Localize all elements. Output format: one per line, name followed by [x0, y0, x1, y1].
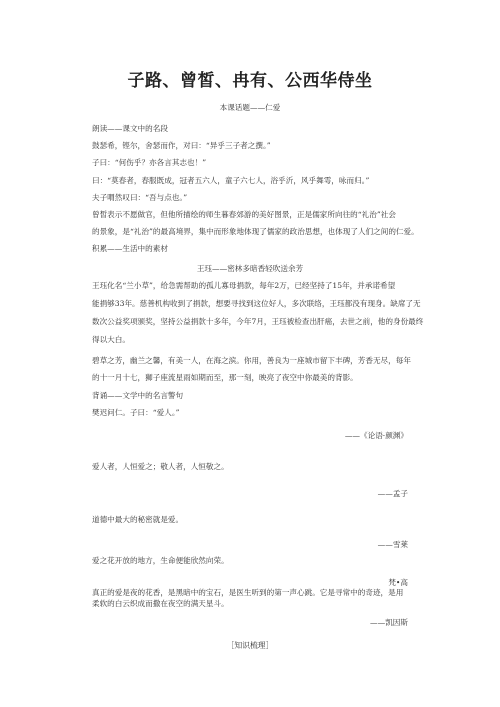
quote-source: ——孟子 — [377, 489, 408, 498]
story-paragraph-line: 能捐够33年。慈善机构收到了捐款，想要寻找到这位好人，多次联络，王珏都没有现身。缺席了无 — [92, 299, 421, 308]
section-heading-reading: 朗读——课文中的名段 — [92, 124, 168, 133]
topic-subtitle: 本课话题——仁爱 — [219, 103, 281, 112]
story-paragraph-line: 数次公益奖项颁奖，坚持公益捐款十多年，今年7月，王珏被检查出肝癌，去世之前，他的身份最终 — [92, 317, 424, 326]
quote-source: ——凯因斯 — [370, 618, 408, 627]
section-heading-recite: 背诵——文学中的名言警句 — [92, 391, 184, 400]
knowledge-summary-heading: ［知识梳理］ — [226, 641, 274, 650]
excerpt-line: 鼓瑟希，铿尔，舍瑟而作，对曰：“异乎三子者之撰。” — [92, 141, 271, 150]
quote-source: 梵•高 — [388, 578, 408, 587]
long-quote-line: 真正的爱是夜的花香，是黑暗中的宝石，是医生听到的第一声心跳。它是寻常中的奇迹，是用 — [92, 588, 404, 597]
quote-source: ——《论语·颜渊》 — [344, 431, 408, 440]
quote-source: ——雪莱 — [377, 540, 408, 549]
page-title: 子路、曾皙、冉有、公西华侍坐 — [127, 71, 373, 91]
commentary-line: 的景象，是“礼治”的最高境界，集中而形象地体现了儒家的政治思想，也体现了人们之间的仁爱。 — [92, 227, 419, 236]
excerpt-line: 子曰：“何伤乎？亦各言其志也！” — [92, 158, 207, 167]
long-quote-line: 柔软的白云织成而撒在夜空的满天星斗。 — [92, 599, 229, 608]
quote-text: 道德中最大的秘密就是爱。 — [92, 515, 184, 524]
quote-text: 爱人者，人恒爱之；敬人者，人恒敬之。 — [92, 462, 229, 471]
story-paragraph-line: 王珏化名“兰小草”，给急需帮助的孤儿寡母捐款，每年2万，已经坚持了15年，并承诺希望 — [92, 281, 396, 290]
quote-text: 爱之花开放的地方，生命便能欣然向荣。 — [92, 556, 229, 565]
quote-text: 樊迟问仁。子曰：“爱人。” — [92, 408, 180, 417]
excerpt-line: 夫子喟然叹曰：“吾与点也。” — [92, 193, 188, 202]
story-paragraph-line: 的十一月十七，狮子座流星雨如期而至，那一刻，映亮了夜空中你最美的背影。 — [92, 373, 358, 382]
commentary-line: 曾皙表示不愿做官，但他所描绘的师生暮春郊游的美好图景，正是儒家所向往的“礼治”社会 — [92, 210, 396, 219]
story-title: 王珏——密林多暗香轻吹送余芳 — [196, 264, 304, 273]
story-paragraph-line: 碧草之芳，幽兰之馨，有美一人，在海之滨。你用，善良为一座城市留下丰碑，芳香无尽，每年 — [92, 356, 411, 365]
excerpt-line: 曰：“莫春者，春服既成，冠者五六人，童子六七人，浴乎沂，风乎舞雩，咏而归。” — [92, 176, 370, 185]
story-paragraph-line: 得以大白。 — [92, 335, 130, 344]
section-heading-accumulate: 积累——生活中的素材 — [92, 244, 168, 253]
